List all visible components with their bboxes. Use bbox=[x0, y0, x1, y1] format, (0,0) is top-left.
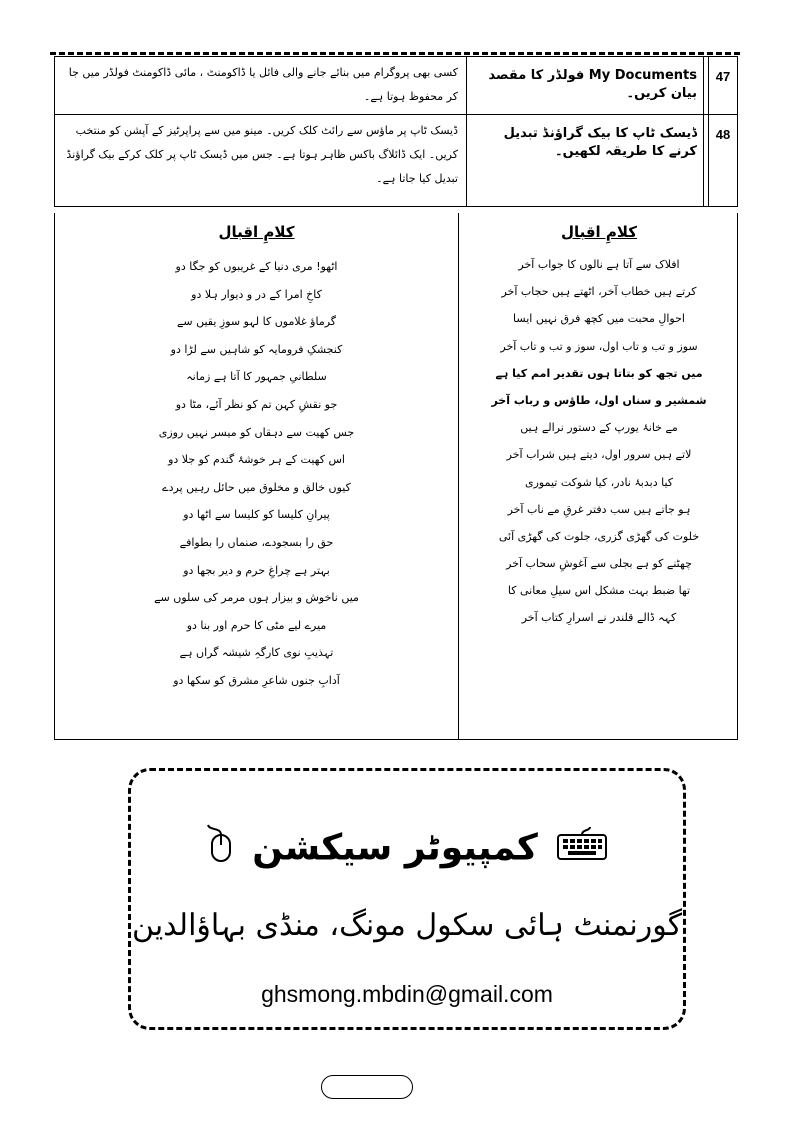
banner-title: کمپیوٹر سیکشن bbox=[252, 827, 538, 869]
poem-line: کیوں خالق و مخلوق میں حائل رہیں پردے bbox=[162, 480, 351, 494]
contact-email: ghsmong.mbdin@gmail.com bbox=[261, 981, 553, 1007]
mouse-icon bbox=[206, 823, 234, 876]
poem-line: بہتر ہے چراغِ حرم و دیر بجھا دو bbox=[183, 563, 330, 577]
poem-line: سوز و تب و تاب اول، سوز و تب و تاب آخر bbox=[500, 339, 698, 353]
poem-line: احوالِ محبت میں کچھ فرق نہیں ایسا bbox=[513, 312, 685, 326]
page-number-box bbox=[321, 1075, 413, 1099]
poem-left bbox=[55, 213, 458, 695]
poem-line: آدابِ جنوں شاعرِ مشرق کو سکھا دو bbox=[173, 673, 340, 687]
banner-title-row bbox=[131, 823, 683, 871]
poem-line: لاتے ہیں سرور اول، دیتے ہیں شراب آخر bbox=[506, 448, 692, 462]
poem-line: کہہ ڈالے قلندر نے اسرارِ کتاب آخر bbox=[521, 611, 677, 625]
answer-text: کسی بھی پروگرام میں بنائے جانے والی فائل یا ڈاکومنٹ ، مائی ڈاکومنٹ فولڈر میں جا کر محفوظ ہوتا ہے۔ bbox=[55, 57, 467, 115]
poem-line: گرماؤ غلاموں کا لہو سوزِ یقیں سے bbox=[176, 315, 337, 329]
question-number: 47 bbox=[709, 57, 738, 115]
poem-line: ہو جاتے ہیں سب دفتر غرقِ مے ناب آخر bbox=[507, 502, 691, 516]
question-text: ڈیسک ٹاپ کا بیک گراؤنڈ تبدیل کرنے کا طریقہ لکھیں۔ bbox=[467, 115, 704, 207]
poem-title: کلامِ اقبال bbox=[560, 223, 638, 241]
poem-line: جو نقشِ کہن تم کو نظر آئے، مٹا دو bbox=[175, 397, 338, 411]
poem-line: میں تجھ کو بتاتا ہوں تقدیر امم کیا ہے bbox=[495, 366, 703, 380]
top-dashed-rule bbox=[50, 52, 740, 55]
poem-line: خلوت کی گھڑی گزری، جلوت کی گھڑی آئی bbox=[498, 529, 700, 543]
poem-title: کلامِ اقبال bbox=[218, 223, 295, 241]
poem-line: مے خانۂ یورپ کے دستور نرالے ہیں bbox=[520, 421, 678, 435]
poems-box bbox=[54, 213, 738, 740]
poem-line: کاخِ امرا کے در و دیوار ہلا دو bbox=[191, 287, 322, 301]
poem-line: میرے لیے مٹی کا حرم اور بنا دو bbox=[186, 618, 327, 632]
poem-line: سلطانیِ جمہور کا آتا ہے زمانہ bbox=[186, 370, 327, 384]
poem-right bbox=[459, 213, 739, 632]
poem-line: کرتے ہیں خطاب آخر، اٹھتے ہیں حجاب آخر bbox=[501, 285, 697, 299]
qa-table bbox=[54, 56, 738, 207]
question-text: My Documents فولڈر کا مقصد بیان کریں۔ bbox=[467, 57, 704, 115]
poem-line: اس کھیت کے ہر خوشۂ گندم کو جلا دو bbox=[168, 453, 345, 467]
poem-line: حق را بسجودے، صنماں را بطوافے bbox=[179, 535, 334, 549]
keyboard-icon bbox=[556, 826, 608, 874]
question-number: 48 bbox=[709, 115, 738, 207]
poem-line: تھا ضبط بہت مشکل اس سیلِ معانی کا bbox=[507, 584, 691, 598]
table-row bbox=[55, 57, 738, 115]
poem-line: شمشیر و سناں اول، طاؤس و رباب آخر bbox=[491, 393, 707, 407]
poem-line: تہذیبِ نوی کارگہِ شیشہ گراں ہے bbox=[179, 646, 334, 660]
computer-section-banner bbox=[128, 768, 686, 1030]
poem-line: جس کھیت سے دہقاں کو میسر نہیں روزی bbox=[158, 425, 355, 439]
poem-line: افلاک سے آتا ہے نالوں کا جواب آخر bbox=[518, 258, 680, 271]
poem-line: چھٹنے کو ہے بجلی سے آغوشِ سحاب آخر bbox=[506, 557, 692, 571]
answer-text: ڈیسک ٹاپ پر ماؤس سے رائٹ کلک کریں۔ مینو میں سے پراپرٹیز کے آپشن کو منتخب کریں۔ ایک ڈائلاگ باکس ظاہر ہوتا ہے۔ جس میں ڈیسک ٹاپ پر کلک کرکے بیک گراؤنڈ تبدیل کیا جاتا ہے۔ bbox=[55, 115, 467, 207]
school-name: گورنمنٹ ہائی سکول مونگ، منڈی بہاؤالدین bbox=[132, 908, 682, 943]
poem-line: کنجشکِ فرومایہ کو شاہیں سے لڑا دو bbox=[170, 342, 343, 356]
table-row bbox=[55, 115, 738, 207]
poem-line: پیرانِ کلیسا کو کلیسا سے اٹھا دو bbox=[183, 508, 330, 522]
poem-line: میں ناخوش و بیزار ہوں مرمر کی سلوں سے bbox=[154, 591, 359, 605]
poem-line: کیا دبدبۂ نادر، کیا شوکت تیموری bbox=[525, 475, 673, 489]
poem-line: اٹھو! مری دنیا کے غریبوں کو جگا دو bbox=[175, 260, 338, 273]
